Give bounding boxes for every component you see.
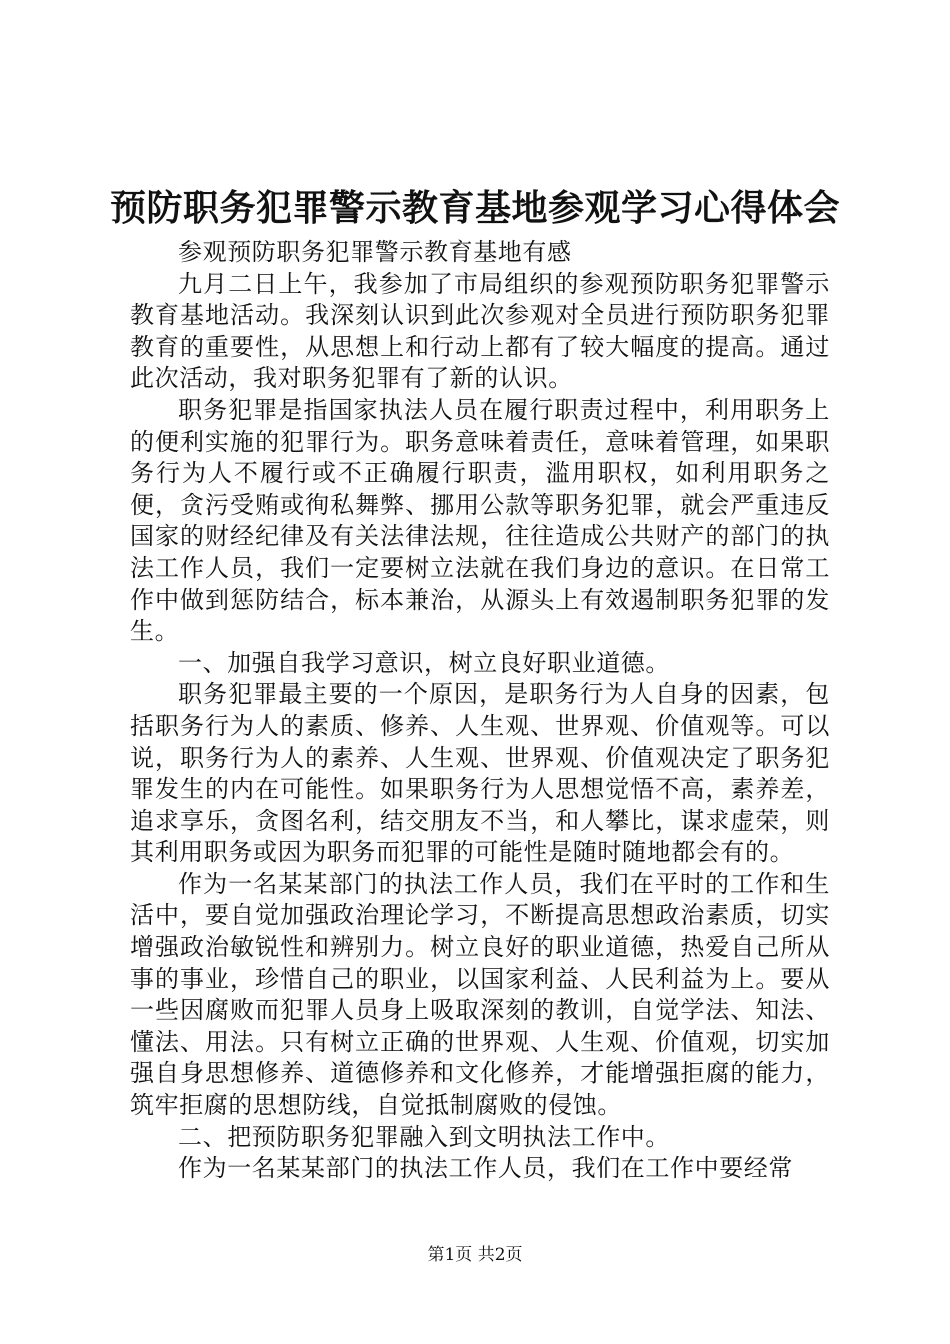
subtitle-paragraph: 参观预防职务犯罪警示教育基地有感: [178, 238, 572, 266]
body-paragraph: 职务犯罪是指国家执法人员在履行职责过程中，利用职务上的便利实施的犯罪行为。职务意味着责任，意味着管理，如果职务行为人不履行或不正确履行职责，滥用职权，如利用职务之便，贪污受贿或徇私舞弊、挪用公款等职务犯罪，就会严重违反国家的财经纪律及有关法律法规，往往造成公共财产的部门的执法工作人员，我们一定要树立法就在我们身边的意识。在日常工作中做到惩防结合，标本兼治，从源头上有效遏制职务犯罪的发生。: [130, 395, 830, 646]
body-paragraph: 九月二日上午，我参加了市局组织的参观预防职务犯罪警示教育基地活动。我深刻认识到此次参观对全员进行预防职务犯罪教育的重要性，从思想上和行动上都有了较大幅度的提高。通过此次活动，我对职务犯罪有了新的认识。: [130, 269, 830, 393]
section-heading: 二、把预防职务犯罪融入到文明执法工作中。: [178, 1122, 670, 1151]
document-title: 预防职务犯罪警示教育基地参观学习心得体会: [109, 187, 840, 229]
body-paragraph: 职务犯罪最主要的一个原因，是职务行为人自身的因素，包括职务行为人的素质、修养、人生观、世界观、价值观等。可以说，职务行为人的素养、人生观、世界观、价值观决定了职务犯罪发生的内在可能性。如果职务行为人思想觉悟不高，素养差，追求享乐，贪图名利，结交朋友不当，和人攀比，谋求虚荣，则其利用职务或因为职务而犯罪的可能性是随时随地都会有的。: [130, 680, 830, 867]
body-paragraph: 作为一名某某部门的执法工作人员，我们在平时的工作和生活中，要自觉加强政治理论学习，不断提高思想政治素质，切实增强政治敏锐性和辨别力。树立良好的职业道德，热爱自己所从事的事业，珍惜自己的职业，以国家利益、人民利益为上。要从一些因腐败而犯罪人员身上吸取深刻的教训，自觉学法、知法、懂法、用法。只有树立正确的世界观、人生观、价值观，切实加强自身思想修养、道德修养和文化修养，才能增强拒腐的能力，筑牢拒腐的思想防线，自觉抵制腐败的侵蚀。: [130, 869, 830, 1120]
body-paragraph: 作为一名某某部门的执法工作人员，我们在工作中要经常: [178, 1154, 793, 1183]
document-body: [130, 237, 830, 1185]
page-indicator: 第1页 共2页: [427, 1245, 523, 1265]
section-heading: 一、加强自我学习意识，树立良好职业道德。: [178, 648, 670, 677]
